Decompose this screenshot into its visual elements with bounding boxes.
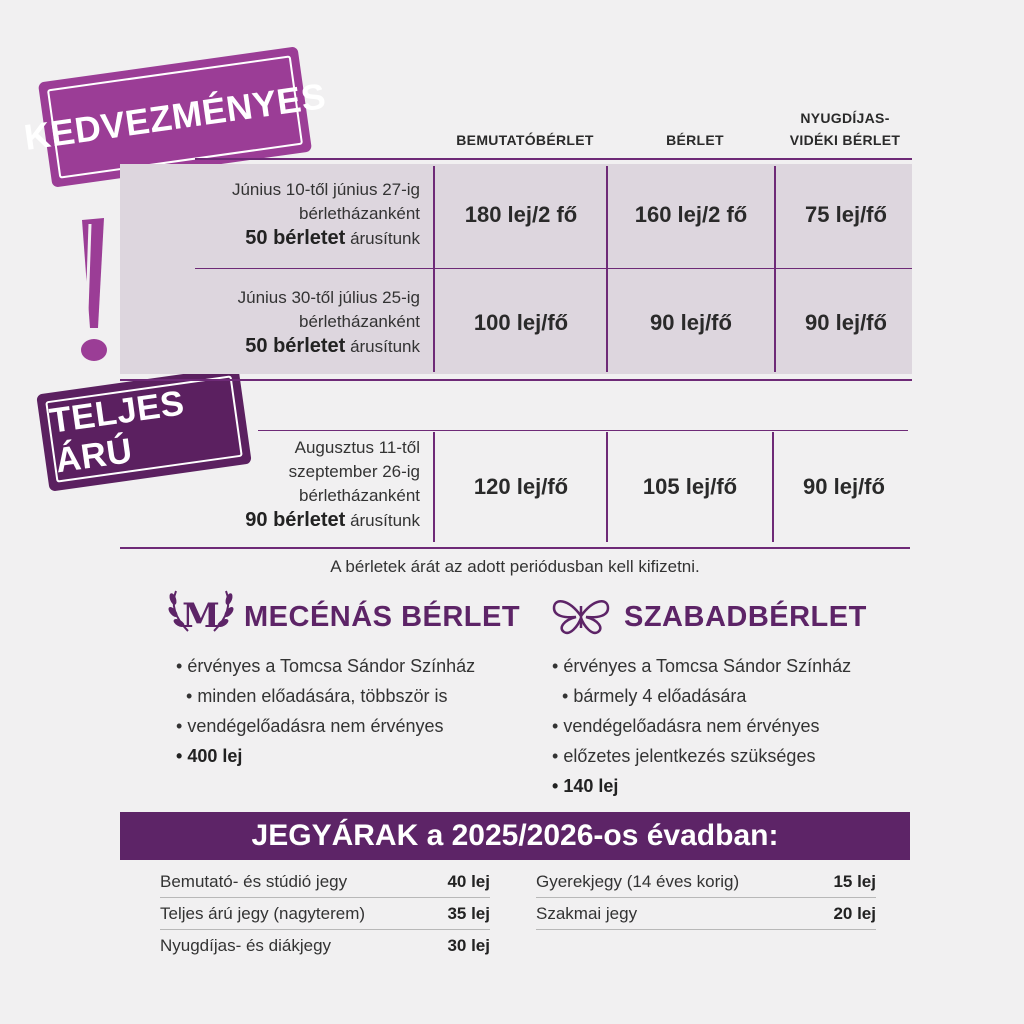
laurel-m-icon (166, 585, 236, 637)
szabad-price: • 140 lej (552, 771, 912, 801)
row1-dates: Június 10-től június 27-ig (231, 180, 420, 199)
payment-note: A bérletek árát az adott periódusban kell kifizetni. (330, 557, 700, 576)
row3-rest: árusítunk (345, 511, 420, 530)
mecenas-title: MECÉNÁS BÉRLET (244, 601, 521, 633)
row3-dates-1: Augusztus 11-től (294, 438, 420, 457)
ticket-label: Nyugdíjas- és diákjegy (160, 936, 332, 955)
szabad-item: • érvényes a Tomcsa Sándor Színház (552, 651, 912, 681)
ticket-label: Bemutató- és stúdió jegy (160, 871, 348, 891)
row3-dates-2: szeptember 26-ig (288, 462, 420, 481)
full-top-line (258, 430, 908, 431)
row2-rest: árusítunk (345, 337, 420, 356)
mecenas-price: • 400 lej (176, 741, 536, 771)
ticket-price: 40 lej (447, 871, 490, 891)
ticket-label: Gyerekjegy (14 éves korig) (536, 871, 740, 891)
col-divider (433, 432, 435, 542)
header-nyugdijas-line1: NYUGDÍJAS- (800, 110, 890, 126)
ticket-label: Szakmai jegy (536, 903, 638, 923)
row3-price-bemutato: 120 lej/fő (473, 474, 569, 499)
svg-text:M: M (182, 596, 220, 636)
table-top-line (195, 158, 912, 160)
row3-count: 90 bérletet (245, 509, 346, 531)
row2-count: 50 bérletet (245, 335, 346, 357)
row1-count: 50 bérletet (245, 227, 346, 249)
szabad-list (552, 651, 912, 801)
row3-price-berlet: 105 lej/fő (642, 474, 738, 499)
row2-price-bemutato: 100 lej/fő (473, 310, 569, 335)
ticket-price: 30 lej (447, 936, 490, 955)
header-nyugdijas-line2: VIDÉKI BÉRLET (789, 132, 901, 148)
ticket-label: Teljes árú jegy (nagyterem) (160, 903, 366, 923)
ticket-prices-banner: JEGYÁRAK a 2025/2026-os évadban: (120, 812, 910, 860)
row1-description (170, 178, 420, 251)
ticket-row (160, 930, 490, 962)
row1-price-bemutato: 180 lej/2 fő (464, 202, 578, 227)
row2-description (170, 286, 420, 359)
mecenas-item: • vendégelőadásra nem érvényes (176, 711, 536, 741)
ticket-row (160, 866, 490, 898)
row2-price-nyugdijas: 90 lej/fő (805, 310, 887, 335)
col-divider (606, 166, 608, 372)
szabad-item: • előzetes jelentkezés szükséges (552, 741, 912, 771)
szabad-title: SZABADBÉRLET (624, 601, 867, 633)
row1-price-berlet: 160 lej/2 fő (634, 202, 748, 227)
ticket-row (160, 898, 490, 930)
col-divider (433, 166, 435, 372)
row2-per-house: bérletházanként (299, 312, 420, 331)
szabad-item: • vendégelőadásra nem érvényes (552, 711, 912, 741)
row3-per-house: bérletházanként (299, 486, 420, 505)
szabad-item: • bármely 4 előadására (552, 681, 912, 711)
ticket-price: 35 lej (447, 903, 490, 923)
ticket-price: 20 lej (833, 903, 876, 923)
mecenas-item: • érvényes a Tomcsa Sándor Színház (176, 651, 536, 681)
row1-price-nyugdijas: 75 lej/fő (805, 202, 887, 227)
ticket-row (536, 866, 876, 898)
teljes-aru-stamp-text: TELJES ÁRÚ (45, 375, 243, 482)
ticket-row (536, 898, 876, 930)
section-divider (120, 379, 912, 381)
mecenas-item: • minden előadására, többször is (176, 681, 536, 711)
row-divider (195, 268, 912, 269)
ticket-price: 15 lej (833, 871, 876, 891)
kedvezmenyes-stamp-text: KEDVEZMÉNYES (47, 55, 303, 178)
row1-rest: árusítunk (345, 229, 420, 248)
row3-price-nyugdijas: 90 lej/fő (803, 474, 885, 499)
col-divider (774, 166, 776, 372)
mecenas-list (176, 651, 536, 771)
row2-dates: Június 30-től július 25-ig (237, 288, 420, 307)
full-bottom-line (120, 547, 910, 549)
header-bemutato: BEMUTATÓBÉRLET (456, 132, 594, 148)
header-berlet: BÉRLET (666, 132, 724, 148)
row1-per-house: bérletházanként (299, 204, 420, 223)
row2-price-berlet: 90 lej/fő (650, 310, 732, 335)
row3-description (170, 436, 420, 533)
butterfly-icon (550, 596, 612, 636)
